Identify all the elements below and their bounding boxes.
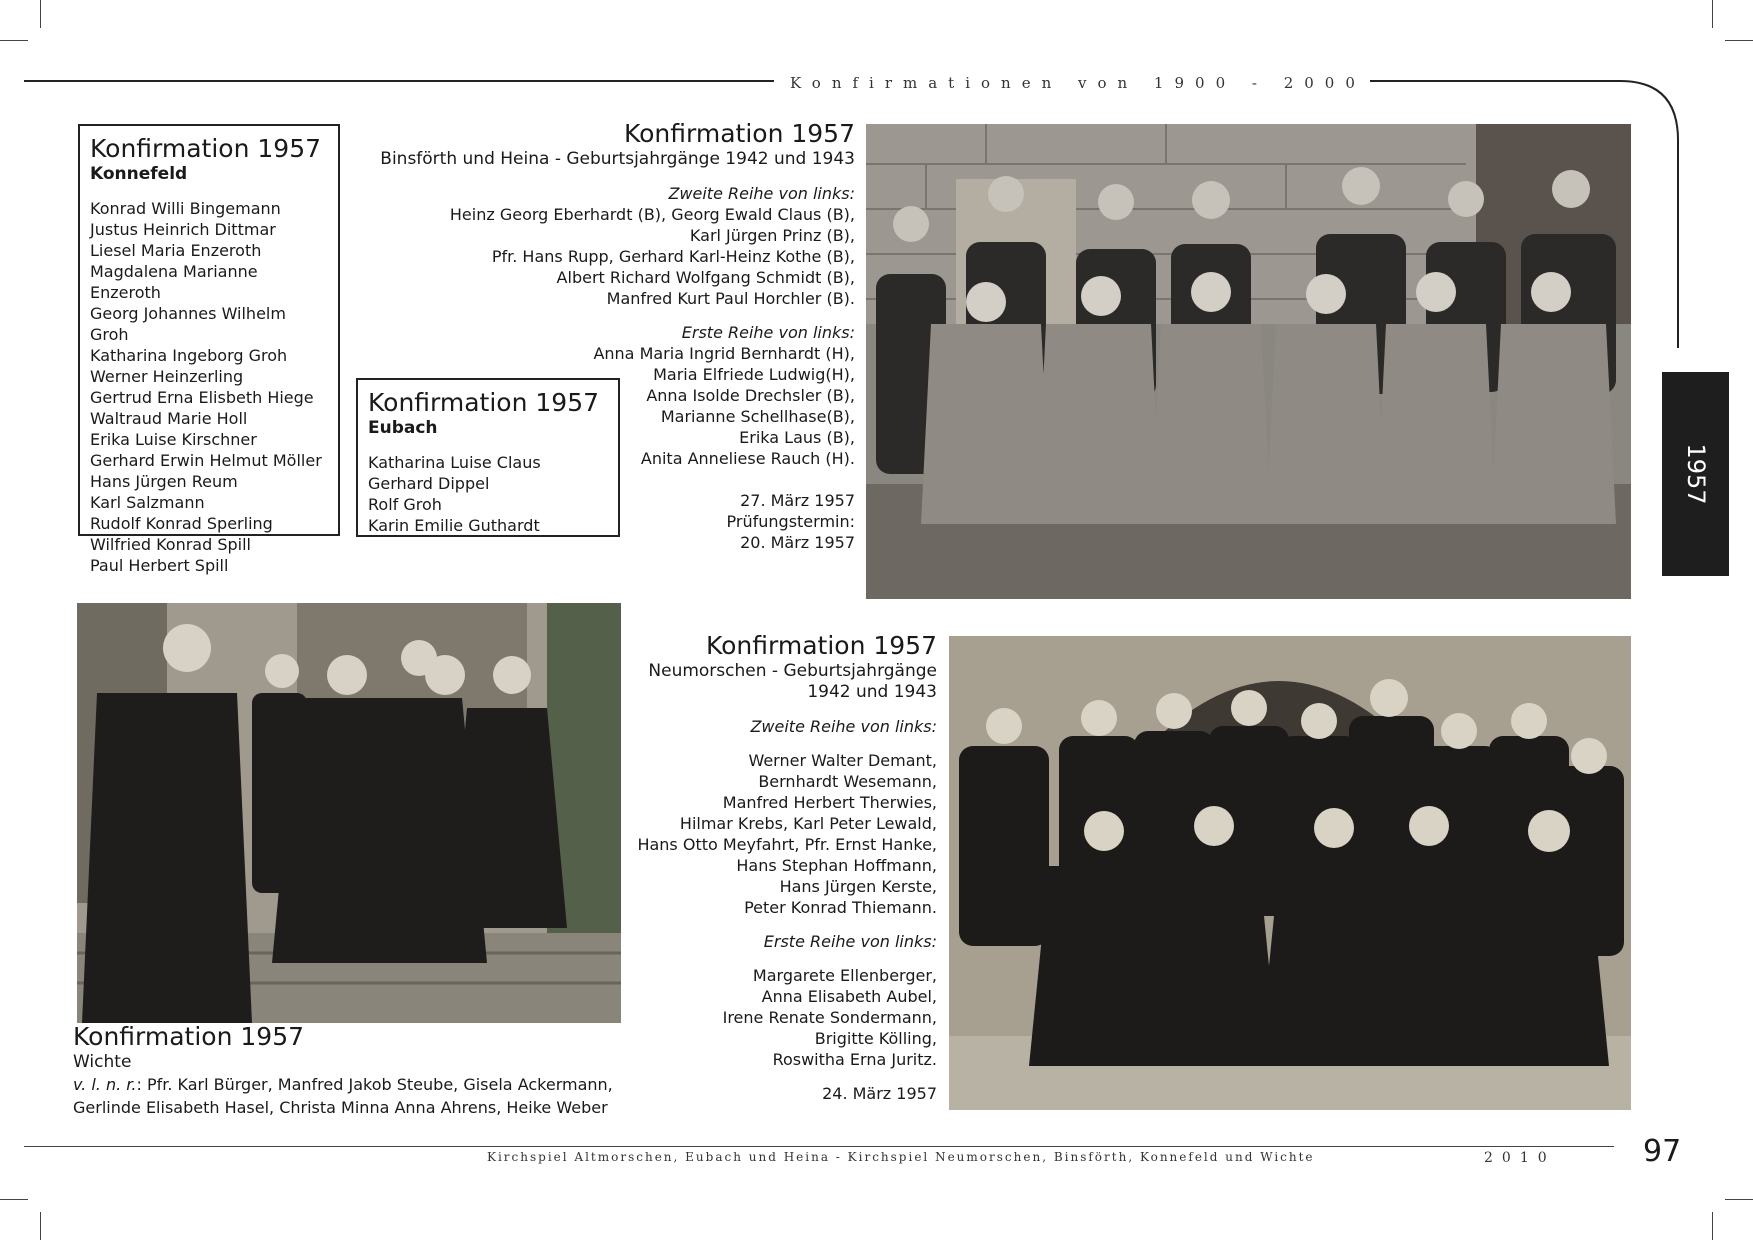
- confirmand-name: Gertrud Erna Elisbeth Hiege: [90, 388, 314, 407]
- neumorschen-row2-heading: Zweite Reihe von links:: [750, 717, 937, 736]
- caption-line: Hilmar Krebs, Karl Peter Lewald,: [679, 814, 937, 833]
- confirmand-name: Katharina Luise Claus: [368, 453, 541, 472]
- caption-line: Manfred Kurt Paul Horchler (B).: [606, 289, 855, 308]
- konnefeld-title: Konfirmation 1957: [90, 134, 322, 163]
- binsfoerth-row2-heading: Zweite Reihe von links:: [668, 184, 855, 203]
- confirmand-name: Katharina Ingeborg Groh: [90, 346, 288, 365]
- confirmand-name: Gerhard Erwin Helmut Möller: [90, 451, 322, 470]
- crop-mark: [40, 1212, 41, 1240]
- caption-line: Bernhardt Wesemann,: [758, 772, 937, 791]
- caption-line: Anna Elisabeth Aubel,: [761, 987, 937, 1006]
- binsfoerth-group-photo: [866, 124, 1631, 599]
- confirmand-name: Paul Herbert Spill: [90, 556, 229, 575]
- confirmand-name: Magdalena Marianne Enzeroth: [90, 262, 258, 302]
- header-rule-right: [1370, 80, 1620, 82]
- caption-line: Werner Walter Demant,: [748, 751, 937, 770]
- binsfoerth-title: Konfirmation 1957: [623, 119, 855, 148]
- footer-parishes: Kirchspiel Altmorschen, Eubach und Heina - Kirchspiel Neumorschen, Binsförth, Konnefeld und Wichte: [487, 1150, 1315, 1164]
- wichte-vlnr: v. l. n. r.: [73, 1075, 137, 1094]
- crop-mark: [0, 1199, 28, 1200]
- caption-line: Karl Jürgen Prinz (B),: [689, 226, 855, 245]
- eubach-place: Eubach: [368, 418, 438, 438]
- binsfoerth-dates: [360, 490, 855, 553]
- caption-line: Margarete Ellenberger,: [752, 966, 937, 985]
- caption-line: Anna Maria Ingrid Bernhardt (H),: [593, 344, 855, 363]
- confirmand-name: Hans Jürgen Reum: [90, 472, 238, 491]
- neumorschen-title: Konfirmation 1957: [705, 631, 937, 660]
- crop-mark: [1725, 40, 1753, 41]
- crop-mark: [1712, 0, 1713, 28]
- binsfoerth-row1-heading: Erste Reihe von links:: [681, 323, 855, 342]
- confirmand-name: Rolf Groh: [368, 495, 442, 514]
- caption-line: Maria Elfriede Ludwig(H),: [653, 365, 855, 384]
- caption-line: Anita Anneliese Rauch (H).: [640, 449, 855, 468]
- caption-line: Peter Konrad Thiemann.: [744, 898, 937, 917]
- footer-rule: [24, 1146, 1614, 1147]
- neumorschen-group-photo: [949, 636, 1631, 1110]
- confirmand-name: Wilfried Konrad Spill: [90, 535, 251, 554]
- neumorschen-date: 24. März 1957: [822, 1084, 937, 1103]
- year-side-tab-label: 1957: [1681, 443, 1710, 505]
- caption-line: Anna Isolde Drechsler (B),: [646, 386, 855, 405]
- date-line: Prüfungstermin:: [726, 512, 855, 531]
- confirmand-name: Justus Heinrich Dittmar: [90, 220, 276, 239]
- eubach-title: Konfirmation 1957: [368, 388, 600, 417]
- neumorschen-subtitle-1: Neumorschen - Geburtsjahrgänge: [648, 661, 937, 681]
- wichte-names: v. l. n. r.: Pfr. Karl Bürger, Manfred Jakob Steube, Gisela Ackermann, Gerlinde Elisabeth Hasel, Christa Minna Anna Ahrens, Heike Weber: [73, 1075, 613, 1117]
- caption-line: Hans Stephan Hoffmann,: [736, 856, 937, 875]
- crop-mark: [1712, 1212, 1713, 1240]
- caption-line: Erika Laus (B),: [739, 428, 855, 447]
- confirmand-name: Werner Heinzerling: [90, 367, 244, 386]
- confirmand-name: Erika Luise Kirschner: [90, 430, 257, 449]
- binsfoerth-row2-names: [360, 204, 855, 309]
- confirmand-name: Konrad Willi Bingemann: [90, 199, 281, 218]
- confirmand-name: Georg Johannes Wilhelm Groh: [90, 304, 286, 344]
- crop-mark: [40, 0, 41, 28]
- binsfoerth-subtitle: Binsförth und Heina - Geburtsjahrgänge 1942 und 1943: [380, 149, 855, 169]
- date-line: 27. März 1957: [740, 491, 855, 510]
- konnefeld-box: [78, 124, 340, 575]
- caption-line: Heinz Georg Eberhardt (B), Georg Ewald Claus (B),: [449, 205, 855, 224]
- caption-line: Hans Otto Meyfahrt, Pfr. Ernst Hanke,: [637, 835, 937, 854]
- year-side-tab: [1662, 372, 1729, 576]
- caption-line: Roswitha Erna Juritz.: [772, 1050, 937, 1069]
- crop-mark: [0, 40, 28, 41]
- neumorschen-row1-names: [600, 965, 937, 1070]
- caption-line: Pfr. Hans Rupp, Gerhard Karl-Heinz Kothe (B),: [491, 247, 855, 266]
- caption-line: Brigitte Kölling,: [814, 1029, 937, 1048]
- confirmand-name: Rudolf Konrad Sperling: [90, 514, 273, 533]
- caption-line: Irene Renate Sondermann,: [722, 1008, 937, 1027]
- neumorschen-row1-heading: Erste Reihe von links:: [763, 932, 937, 951]
- header-rule-left: [24, 80, 774, 82]
- konnefeld-names: [90, 198, 328, 576]
- date-line: 20. März 1957: [740, 533, 855, 552]
- wichte-group-photo: [77, 603, 621, 1023]
- confirmand-name: Liesel Maria Enzeroth: [90, 241, 262, 260]
- caption-line: Hans Jürgen Kerste,: [779, 877, 937, 896]
- binsfoerth-caption: [360, 119, 855, 553]
- caption-line: Marianne Schellhase(B),: [660, 407, 855, 426]
- neumorschen-caption: [600, 631, 937, 1104]
- wichte-caption: [73, 1022, 633, 1119]
- confirmand-name: Karl Salzmann: [90, 493, 205, 512]
- page-number: 97: [1643, 1134, 1682, 1169]
- caption-line: Manfred Herbert Therwies,: [722, 793, 937, 812]
- konnefeld-place: Konnefeld: [90, 164, 188, 184]
- confirmand-name: Waltraud Marie Holl: [90, 409, 248, 428]
- confirmand-name: Gerhard Dippel: [368, 474, 490, 493]
- footer-year: 2010: [1484, 1150, 1556, 1166]
- wichte-place: Wichte: [73, 1052, 132, 1072]
- neumorschen-subtitle-2: 1942 und 1943: [807, 682, 937, 702]
- running-title: Konfirmationen von 1900 - 2000: [790, 74, 1366, 92]
- binsfoerth-row1-names: [360, 343, 855, 469]
- wichte-title: Konfirmation 1957: [73, 1022, 305, 1051]
- crop-mark: [1725, 1199, 1753, 1200]
- confirmand-name: Karin Emilie Guthardt: [368, 516, 540, 535]
- caption-line: Albert Richard Wolfgang Schmidt (B),: [556, 268, 855, 287]
- neumorschen-row2-names: [600, 750, 937, 918]
